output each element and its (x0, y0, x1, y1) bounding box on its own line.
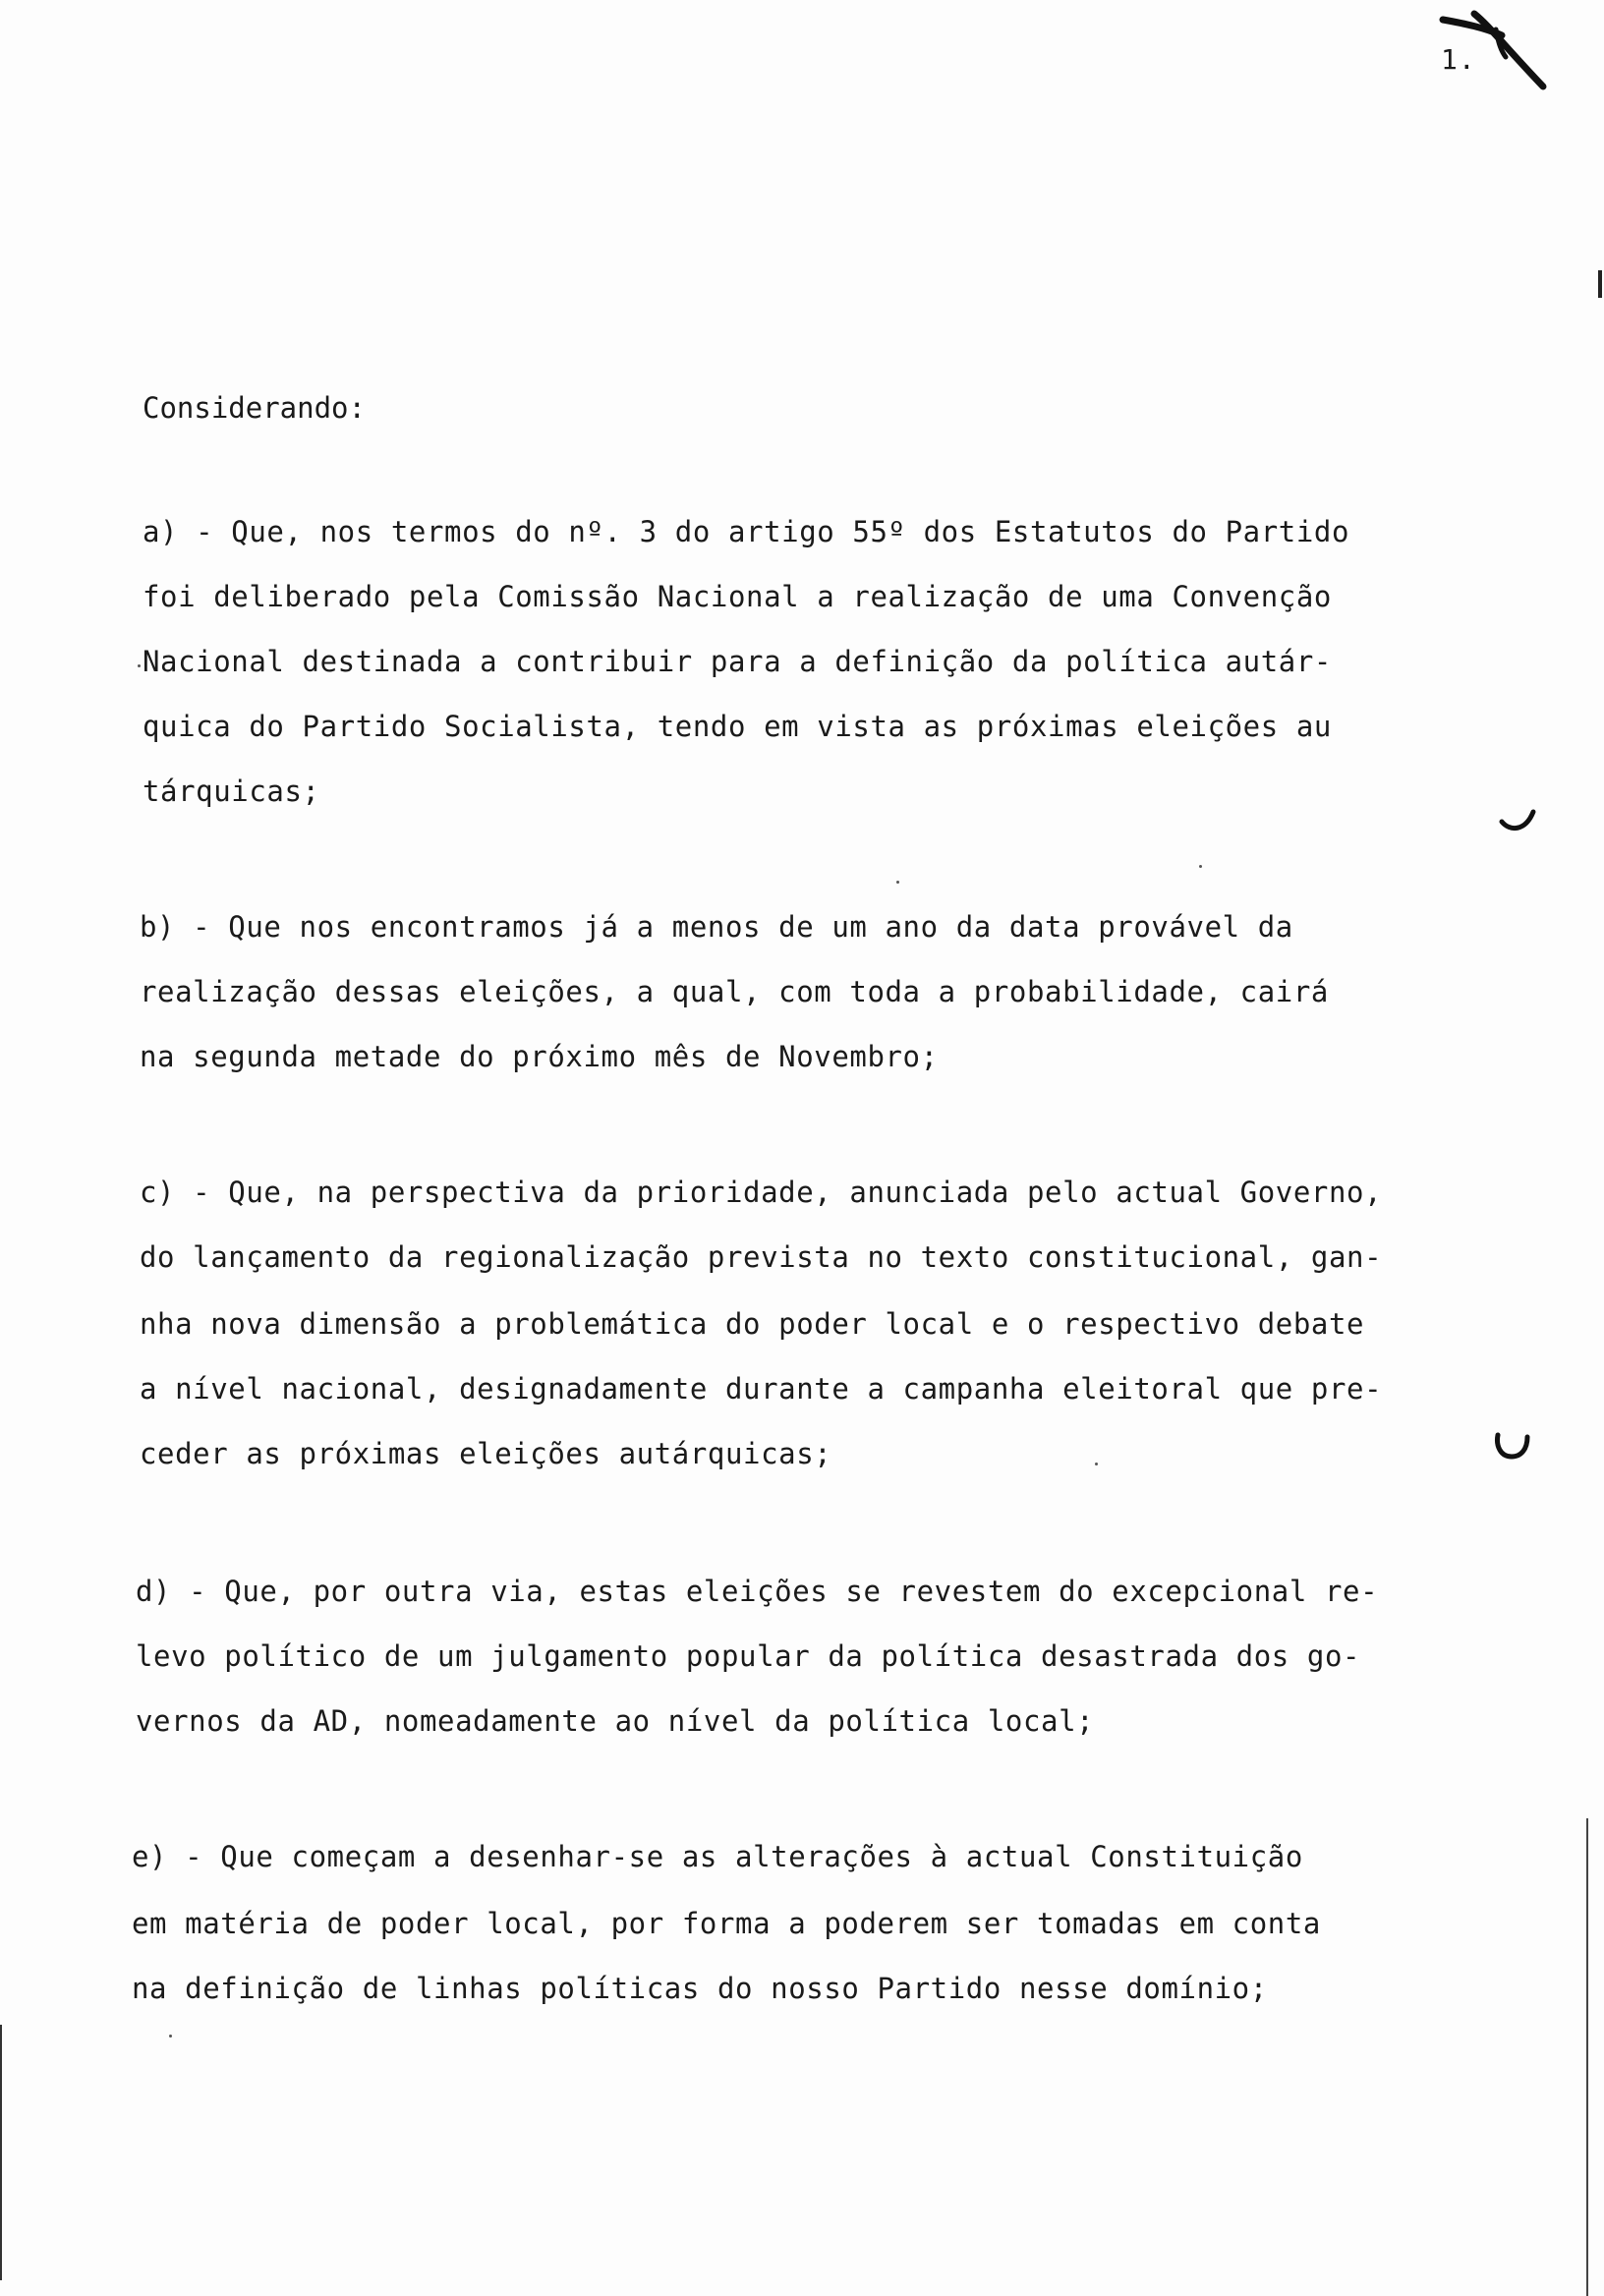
right-edge-line (1586, 1818, 1588, 2296)
scan-speck (138, 664, 141, 667)
paragraph-line: ceder as próximas eleições autárquicas; (140, 1437, 832, 1470)
paragraph-line: nha nova dimensão a problemática do poder local e o respectivo debate (140, 1307, 1365, 1341)
paragraph-line: na segunda metade do próximo mês de Novembro; (140, 1040, 939, 1073)
paragraph-line: e) - Que começam a desenhar-se as alterações à actual Constituição (132, 1840, 1303, 1873)
paragraph-line: em matéria de poder local, por forma a poderem ser tomadas em conta (132, 1907, 1321, 1940)
paragraph-line: foi deliberado pela Comissão Nacional a realização de uma Convenção (143, 580, 1332, 613)
paragraph-line: a nível nacional, designadamente durante a campanha eleitoral que pre- (140, 1372, 1383, 1406)
paragraph-line: quica do Partido Socialista, tendo em vista as próximas eleições au (143, 710, 1332, 743)
paragraph-line: vernos da AD, nomeadamente ao nível da política local; (136, 1704, 1095, 1738)
scan-speck (1199, 865, 1202, 868)
paragraph-line: levo político de um julgamento popular da política desastrada dos go- (136, 1639, 1361, 1673)
scan-speck (169, 2035, 172, 2038)
page-number: 1. (1441, 43, 1476, 76)
paragraph-line: a) - Que, nos termos do nº. 3 do artigo 55º dos Estatutos do Partido (143, 515, 1350, 548)
edge-tick (1598, 270, 1602, 298)
scan-speck (1095, 1463, 1098, 1465)
scan-speck (896, 881, 899, 884)
paragraph-line: tárquicas; (143, 775, 320, 808)
margin-check-icon (1490, 1427, 1533, 1466)
paragraph-line: b) - Que nos encontramos já a menos de um ano da data provável da (140, 910, 1293, 944)
paragraph-line: c) - Que, na perspectiva da prioridade, anunciada pelo actual Governo, (140, 1176, 1383, 1209)
heading: Considerando: (143, 391, 366, 425)
left-edge-line (0, 2025, 2, 2280)
paragraph-line: d) - Que, por outra via, estas eleições se revestem do excepcional re- (136, 1575, 1379, 1608)
paragraph-line: realização dessas eleições, a qual, com toda a probabilidade, cairá (140, 975, 1329, 1008)
paragraph-line: Nacional destinada a contribuir para a definição da política autár- (143, 645, 1332, 678)
margin-check-icon (1496, 798, 1539, 837)
paragraph-line: na definição de linhas políticas do nosso Partido nesse domínio; (132, 1972, 1268, 2005)
paragraph-line: do lançamento da regionalização prevista no texto constitucional, gan- (140, 1240, 1383, 1274)
